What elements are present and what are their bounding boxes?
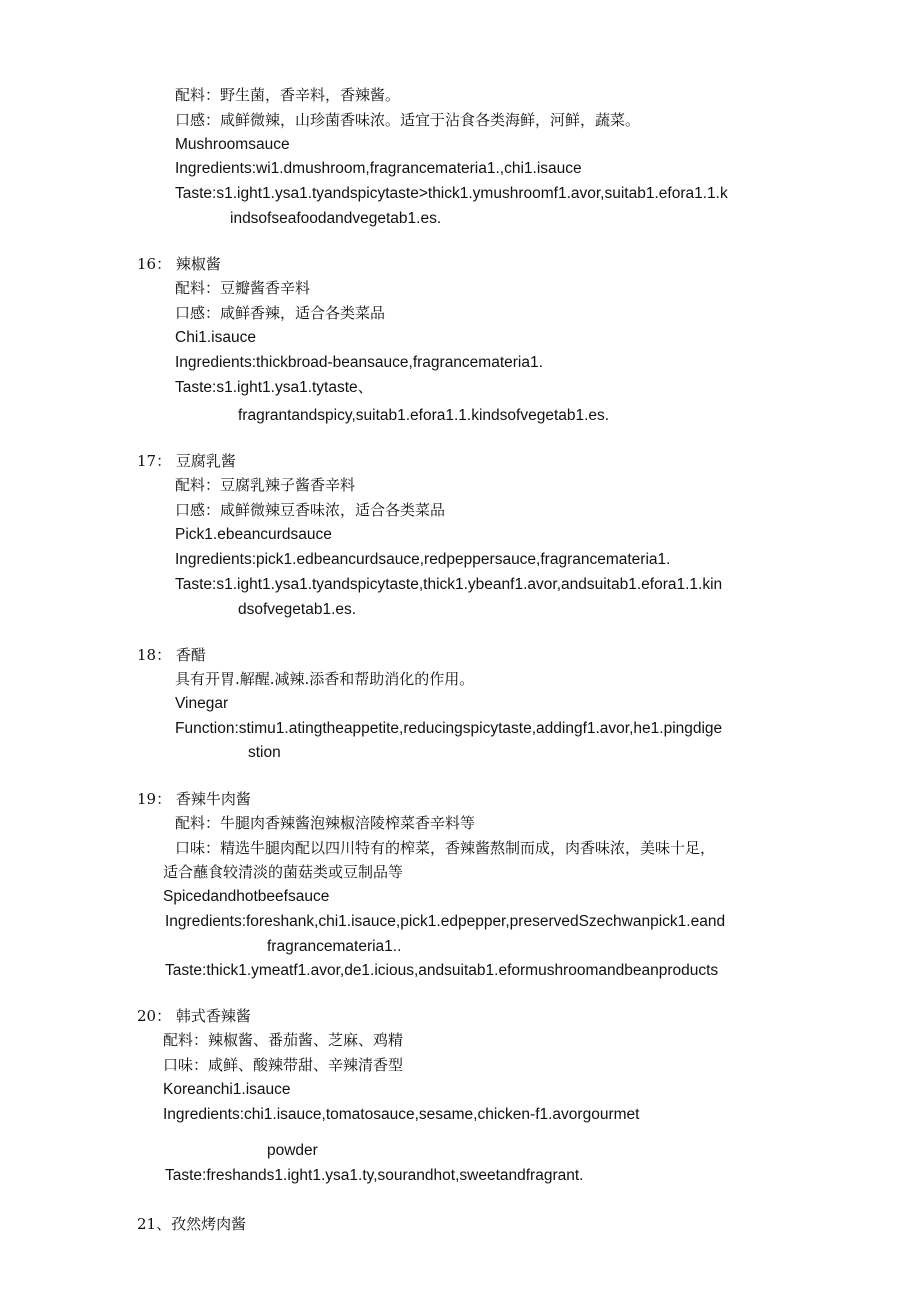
intro-ingredients-cn: 配料：野生菌，香辛料，香辣酱。: [175, 86, 401, 104]
intro-ingredients-en: Ingredients:wi1.dmushroom,fragrancemateria1.,chi1.isauce: [175, 160, 582, 177]
item16-taste-cn: 口感：咸鲜香辣，适合各类菜品: [175, 304, 386, 322]
item16-taste-en-1: Taste:s1.ight1.ysa1.tytaste、: [175, 379, 374, 396]
item18-function-en-2: stion: [248, 744, 281, 761]
item18-function-cn: 具有开胃.解醒.减辣.添香和帮助消化的作用。: [175, 670, 475, 688]
item20-name-en: Koreanchi1.isauce: [163, 1081, 291, 1098]
item20-heading: 20： 韩式香辣酱: [137, 1007, 251, 1025]
item17-taste-en-1: Taste:s1.ight1.ysa1.tyandspicytaste,thick1.ybeanf1.avor,andsuitab1.efora1.1.kin: [175, 576, 723, 593]
intro-taste-en-2: indsofseafoodandvegetab1.es.: [230, 210, 442, 227]
item17-taste-cn: 口感：咸鲜微辣豆香味浓，适合各类菜品: [175, 501, 446, 519]
item17-ingredients-en: Ingredients:pick1.edbeancurdsauce,redpeppersauce,fragrancemateria1.: [175, 551, 671, 568]
intro-taste-en-1: Taste:s1.ight1.ysa1.tyandspicytaste>thick1.ymushroomf1.avor,suitab1.efora1.1.k: [175, 185, 728, 202]
item19-taste-en: Taste:thick1.ymeatf1.avor,de1.icious,andsuitab1.eformushroomandbeanproducts: [165, 962, 719, 979]
item18-heading: 18： 香醋: [137, 646, 206, 664]
item20-ingredients-en-2: powder: [267, 1142, 318, 1159]
item20-ingredients-cn: 配料：辣椒酱、番茄酱、芝麻、鸡精: [163, 1031, 404, 1049]
item19-heading: 19： 香辣牛肉酱: [137, 790, 251, 808]
item16-name-en: Chi1.isauce: [175, 329, 256, 346]
item16-ingredients-en: Ingredients:thickbroad-beansauce,fragrancemateria1.: [175, 354, 543, 371]
item19-taste-cn-1: 口味：精选牛腿肉配以四川特有的榨菜，香辣酱熬制而成，肉香味浓，美味十足，: [175, 839, 716, 857]
item16-taste-en-2: fragrantandspicy,suitab1.efora1.1.kindsofvegetab1.es.: [238, 407, 610, 424]
item21-heading: 21、孜然烤肉酱: [137, 1215, 247, 1233]
item16-ingredients-cn: 配料：豆瓣酱香辛料: [175, 279, 311, 297]
item20-ingredients-en-1: Ingredients:chi1.isauce,tomatosauce,sesame,chicken-f1.avorgourmet: [163, 1106, 640, 1123]
item18-name-en: Vinegar: [175, 695, 229, 712]
item17-heading: 17： 豆腐乳酱: [137, 452, 236, 470]
item18-function-en-1: Function:stimu1.atingtheappetite,reducingspicytaste,addingf1.avor,he1.pingdige: [175, 720, 723, 737]
item17-name-en: Pick1.ebeancurdsauce: [175, 526, 332, 543]
item19-ingredients-en-1: Ingredients:foreshank,chi1.isauce,pick1.edpepper,preservedSzechwanpick1.eand: [165, 913, 726, 930]
item20-taste-en: Taste:freshands1.ight1.ysa1.ty,sourandhot,sweetandfragrant.: [165, 1167, 584, 1184]
item19-ingredients-en-2: fragrancemateria1..: [267, 938, 402, 955]
item19-name-en: Spicedandhotbeefsauce: [163, 888, 330, 905]
item19-taste-cn-2: 适合蘸食较清淡的菌菇类或豆制品等: [163, 863, 404, 881]
intro-taste-cn: 口感：咸鲜微辣，山珍菌香味浓。适宜于沾食各类海鲜，河鲜，蔬菜。: [175, 111, 641, 129]
intro-name-en: Mushroomsauce: [175, 136, 290, 153]
item17-taste-en-2: dsofvegetab1.es.: [238, 601, 357, 618]
item19-ingredients-cn: 配料：牛腿肉香辣酱泡辣椒涪陵榨菜香辛料等: [175, 814, 476, 832]
item16-heading: 16： 辣椒酱: [137, 255, 221, 273]
item17-ingredients-cn: 配料：豆腐乳辣子酱香辛料: [175, 476, 356, 494]
item20-taste-cn: 口味：咸鲜、酸辣带甜、辛辣清香型: [163, 1056, 404, 1074]
